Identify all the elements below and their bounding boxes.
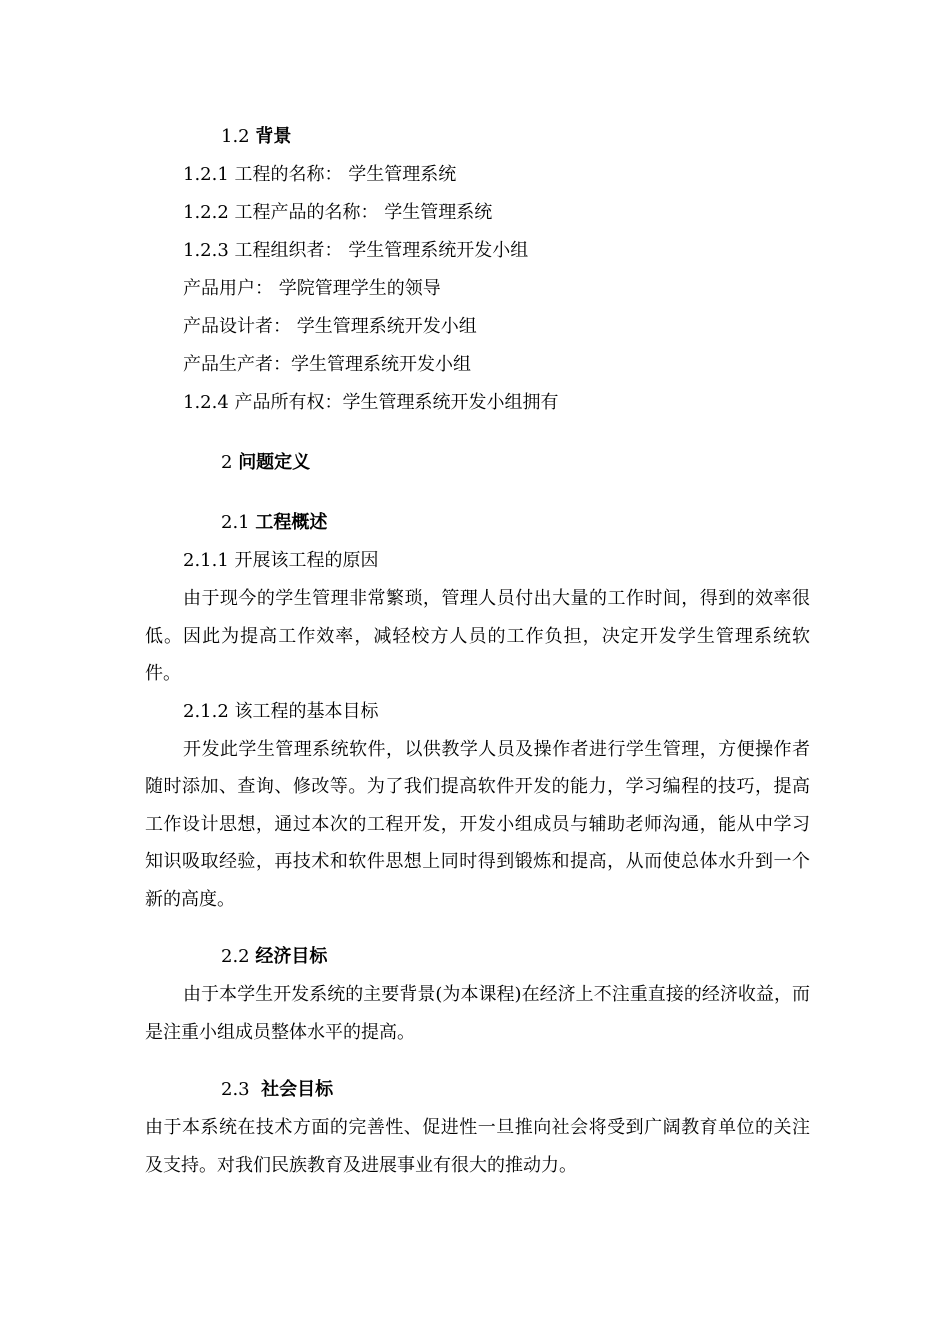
- paragraph-2-1-2: 开发此学生管理系统软件，以供教学人员及操作者进行学生管理，方便操作者随时添加、查询、修改等。为了我们提高软件开发的能力，学习编程的技巧，提高工作设计思想，通过本次的工程开发，开发小组成员与辅助老师沟通，能从中学习知识吸取经验，再技术和软件思想上同时得到锻炼和提高，从而使总体水升到一个新的高度。: [145, 738, 810, 910]
- section-heading-2: [145, 444, 810, 482]
- section-heading-2-3: [145, 1071, 810, 1109]
- info-line-product-producer: 产品生产者：学生管理系统开发小组: [183, 354, 471, 375]
- section-title: 问题定义: [238, 452, 311, 473]
- paragraph-2-1-1: 由于现今的学生管理非常繁琐，管理人员付出大量的工作时间，得到的效率很低。因此为提高工作效率，减轻校方人员的工作负担，决定开发学生管理系统软件。: [145, 588, 810, 684]
- section-heading-2-1: [145, 504, 810, 542]
- paragraph-2-3: 由于本系统在技术方面的完善性、促进性一旦推向社会将受到广阔教育单位的关注及支持。对我们民族教育及进展事业有很大的推动力。: [145, 1117, 810, 1176]
- subheading-2-1-1: 2.1.1 开展该工程的原因: [183, 550, 379, 571]
- section-title: 背景: [255, 126, 292, 147]
- info-line-product-user: 产品用户： 学院管理学生的领导: [183, 278, 441, 299]
- section-number: 2.3: [221, 1079, 262, 1100]
- section-number: 2.1: [221, 512, 256, 533]
- paragraph-2-2: 由于本学生开发系统的主要背景(为本课程)在经济上不注重直接的经济收益，而是注重小组成员整体水平的提高。: [145, 984, 810, 1043]
- section-heading-2-2: [145, 938, 810, 976]
- info-line-product-designer: 产品设计者： 学生管理系统开发小组: [183, 316, 477, 337]
- info-line-product-name: 1.2.2 工程产品的名称： 学生管理系统: [183, 202, 493, 223]
- document-page: [145, 118, 810, 1184]
- section-number: 2.2: [221, 946, 256, 967]
- section-heading-1-2: [145, 118, 810, 156]
- section-number: 1.2: [221, 126, 256, 147]
- section-title: 经济目标: [255, 946, 328, 967]
- subheading-2-1-2: 2.1.2 该工程的基本目标: [183, 700, 379, 722]
- info-line-ownership: 1.2.4 产品所有权：学生管理系统开发小组拥有: [183, 392, 559, 413]
- section-title: 社会目标: [261, 1079, 334, 1100]
- section-title: 工程概述: [255, 512, 328, 533]
- info-line-organizer: 1.2.3 工程组织者： 学生管理系统开发小组: [183, 240, 529, 261]
- section-number: 2: [221, 452, 239, 473]
- info-line-project-name: 1.2.1 工程的名称： 学生管理系统: [183, 164, 457, 185]
